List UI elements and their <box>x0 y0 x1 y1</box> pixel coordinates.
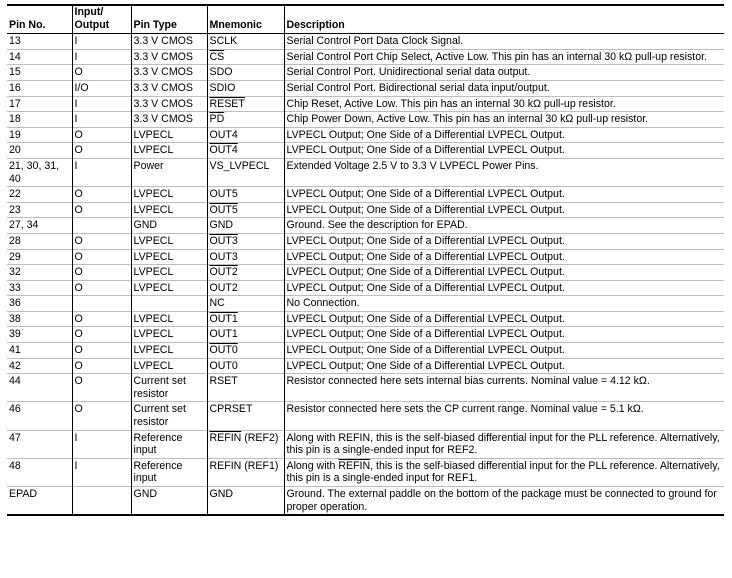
pin-number: 14 <box>7 49 72 65</box>
pin-description: LVPECL Output; One Side of a Differential LVPECL Output. <box>284 233 724 249</box>
pin-type: LVPECL <box>131 327 207 343</box>
table-row <box>7 296 724 312</box>
pin-mnemonic <box>207 96 284 112</box>
table-row <box>7 358 724 374</box>
table-row <box>7 265 724 281</box>
pin-mnemonic <box>207 430 284 458</box>
header-io-line2: Output <box>74 18 110 31</box>
pin-type: GND <box>131 218 207 234</box>
pin-mnemonic: RSET <box>207 374 284 402</box>
pin-direction <box>72 296 131 312</box>
table-row <box>7 249 724 265</box>
pin-type: Power <box>131 158 207 186</box>
pin-description: LVPECL Output; One Side of a Differential LVPECL Output. <box>284 265 724 281</box>
pin-number: 29 <box>7 249 72 265</box>
description-text: , this is the self-biased differential input for the PLL reference. Alternatively, this pin is a single-ended input for REF1. <box>286 459 720 485</box>
pin-description: LVPECL Output; One Side of a Differential LVPECL Output. <box>284 280 724 296</box>
pin-description: Serial Control Port Data Clock Signal. <box>284 34 724 50</box>
pin-mnemonic: OUT1 <box>207 327 284 343</box>
pin-mnemonic: OUT0 <box>207 358 284 374</box>
pin-description: LVPECL Output; One Side of a Differential LVPECL Output. <box>284 249 724 265</box>
table-row <box>7 327 724 343</box>
pin-direction <box>72 487 131 516</box>
pin-mnemonic: OUT2 <box>207 280 284 296</box>
pin-type: 3.3 V CMOS <box>131 65 207 81</box>
pin-type: LVPECL <box>131 187 207 203</box>
pin-number: 22 <box>7 187 72 203</box>
pin-number: 27, 34 <box>7 218 72 234</box>
pin-number: 20 <box>7 143 72 159</box>
mnemonic-overline-text: OUT3 <box>209 234 238 247</box>
pin-direction: I <box>72 49 131 65</box>
mnemonic-overline-text: OUT1 <box>209 312 238 325</box>
mnemonic-overline-text: RESET <box>209 97 245 110</box>
pin-number: 41 <box>7 343 72 359</box>
pin-description: LVPECL Output; One Side of a Differential LVPECL Output. <box>284 202 724 218</box>
pin-mnemonic <box>207 202 284 218</box>
header-pin-type: Pin Type <box>131 5 207 34</box>
table-row <box>7 96 724 112</box>
mnemonic-overline-text: OUT0 <box>209 344 238 357</box>
pin-description: Resistor connected here sets internal bias currents. Nominal value = 4.12 kΩ. <box>284 374 724 402</box>
pin-mnemonic: VS_LVPECL <box>207 158 284 186</box>
table-row <box>7 402 724 430</box>
pin-type: 3.3 V CMOS <box>131 80 207 96</box>
pin-number: 32 <box>7 265 72 281</box>
pin-type: Reference input <box>131 458 207 486</box>
pin-number: 44 <box>7 374 72 402</box>
pin-direction: I <box>72 458 131 486</box>
description-text: Along with <box>286 459 339 472</box>
pin-description: LVPECL Output; One Side of a Differential LVPECL Output. <box>284 143 724 159</box>
pin-direction: O <box>72 143 131 159</box>
pin-mnemonic <box>207 343 284 359</box>
header-io-line1: Input/ <box>74 6 104 18</box>
description-overline-text: REFIN <box>338 459 371 472</box>
pin-type: 3.3 V CMOS <box>131 96 207 112</box>
pin-type: 3.3 V CMOS <box>131 34 207 50</box>
table-row <box>7 218 724 234</box>
table-row <box>7 49 724 65</box>
pin-direction: I/O <box>72 80 131 96</box>
pin-direction: O <box>72 343 131 359</box>
pin-type: Current set resistor <box>131 374 207 402</box>
pin-mnemonic <box>207 311 284 327</box>
pin-description: LVPECL Output; One Side of a Differential LVPECL Output. <box>284 358 724 374</box>
pin-number: 16 <box>7 80 72 96</box>
pin-number: 46 <box>7 402 72 430</box>
table-row <box>7 143 724 159</box>
pin-description: LVPECL Output; One Side of a Differential LVPECL Output. <box>284 187 724 203</box>
pin-number: 28 <box>7 233 72 249</box>
pin-number: 21, 30, 31, 40 <box>7 158 72 186</box>
mnemonic-overline-text: OUT2 <box>209 266 238 279</box>
pin-type: 3.3 V CMOS <box>131 112 207 128</box>
pin-number: 38 <box>7 311 72 327</box>
pin-number: 42 <box>7 358 72 374</box>
pin-function-table <box>7 4 724 516</box>
table-row <box>7 430 724 458</box>
pin-direction: O <box>72 327 131 343</box>
pin-mnemonic: SDIO <box>207 80 284 96</box>
pin-type: LVPECL <box>131 358 207 374</box>
pin-mnemonic: SDO <box>207 65 284 81</box>
pin-direction <box>72 218 131 234</box>
pin-description: LVPECL Output; One Side of a Differential LVPECL Output. <box>284 311 724 327</box>
pin-mnemonic: GND <box>207 218 284 234</box>
pin-description: Chip Reset, Active Low. This pin has an internal 30 kΩ pull-up resistor. <box>284 96 724 112</box>
mnemonic-suffix-text: (REF2) <box>241 431 279 444</box>
pin-direction: I <box>72 158 131 186</box>
pin-number: 23 <box>7 202 72 218</box>
pin-direction: I <box>72 34 131 50</box>
pin-description <box>284 458 724 486</box>
pin-type: Current set resistor <box>131 402 207 430</box>
pin-direction: I <box>72 96 131 112</box>
pin-mnemonic <box>207 265 284 281</box>
pin-direction: O <box>72 187 131 203</box>
pin-type: LVPECL <box>131 249 207 265</box>
table-row <box>7 374 724 402</box>
header-description: Description <box>284 5 724 34</box>
pin-number: EPAD <box>7 487 72 516</box>
pin-description: LVPECL Output; One Side of a Differential LVPECL Output. <box>284 327 724 343</box>
pin-type: 3.3 V CMOS <box>131 49 207 65</box>
table-row <box>7 112 724 128</box>
pin-number: 18 <box>7 112 72 128</box>
table-row <box>7 343 724 359</box>
header-row <box>7 5 724 34</box>
pin-description: Resistor connected here sets the CP current range. Nominal value = 5.1 kΩ. <box>284 402 724 430</box>
pin-number: 48 <box>7 458 72 486</box>
pin-mnemonic <box>207 143 284 159</box>
pin-direction: O <box>72 249 131 265</box>
pin-direction: O <box>72 233 131 249</box>
pin-mnemonic <box>207 112 284 128</box>
pin-direction: O <box>72 358 131 374</box>
pin-description: Serial Control Port Chip Select, Active Low. This pin has an internal 30 kΩ pull-up resistor. <box>284 49 724 65</box>
table-row <box>7 34 724 50</box>
pin-mnemonic <box>207 233 284 249</box>
table-row <box>7 127 724 143</box>
pin-number: 36 <box>7 296 72 312</box>
pin-rows <box>7 34 724 516</box>
pin-type: Reference input <box>131 430 207 458</box>
pin-number: 47 <box>7 430 72 458</box>
mnemonic-overline-text: $\overline{PD}$ <box>209 113 225 126</box>
pin-type: LVPECL <box>131 202 207 218</box>
pin-mnemonic: NC <box>207 296 284 312</box>
table-row <box>7 158 724 186</box>
table-row <box>7 280 724 296</box>
pin-direction: O <box>72 374 131 402</box>
pin-number: 17 <box>7 96 72 112</box>
pin-number: 33 <box>7 280 72 296</box>
pin-description: Chip Power Down, Active Low. This pin has an internal 30 kΩ pull-up resistor. <box>284 112 724 128</box>
pin-type: LVPECL <box>131 311 207 327</box>
pin-description: Ground. The external paddle on the bottom of the package must be connected to ground for proper operation. <box>284 487 724 516</box>
header-pin-no: Pin No. <box>7 5 72 34</box>
pin-mnemonic <box>207 49 284 65</box>
pin-type: LVPECL <box>131 265 207 281</box>
pin-mnemonic: CPRSET <box>207 402 284 430</box>
mnemonic-overline-text: REFIN <box>209 431 242 444</box>
table-row <box>7 311 724 327</box>
pin-number: 15 <box>7 65 72 81</box>
pin-direction: O <box>72 402 131 430</box>
pin-type: LVPECL <box>131 233 207 249</box>
pin-type <box>131 296 207 312</box>
pin-direction: I <box>72 112 131 128</box>
pin-direction: O <box>72 280 131 296</box>
pin-description: No Connection. <box>284 296 724 312</box>
mnemonic-overline-text: OUT5 <box>209 203 238 216</box>
pin-mnemonic: GND <box>207 487 284 516</box>
header-mnemonic: Mnemonic <box>207 5 284 34</box>
pin-number: 19 <box>7 127 72 143</box>
pin-description: LVPECL Output; One Side of a Differential LVPECL Output. <box>284 343 724 359</box>
pin-mnemonic: OUT5 <box>207 187 284 203</box>
pin-description: Along with REFIN, this is the self-biased differential input for the PLL reference. Alternatively, this pin is a single-ended input for REF2. <box>284 430 724 458</box>
pin-type: LVPECL <box>131 143 207 159</box>
pin-number: 13 <box>9 35 21 48</box>
table-row <box>7 187 724 203</box>
mnemonic-overline-text: OUT4 <box>209 144 238 157</box>
table-row <box>7 233 724 249</box>
pin-mnemonic: REFIN (REF1) <box>207 458 284 486</box>
pin-mnemonic: OUT4 <box>207 127 284 143</box>
header-input-output <box>72 5 131 34</box>
table-row <box>7 487 724 516</box>
table-row <box>7 202 724 218</box>
pin-direction: O <box>72 65 131 81</box>
pin-description: Extended Voltage 2.5 V to 3.3 V LVPECL Power Pins. <box>284 158 724 186</box>
pin-description: Serial Control Port. Bidirectional serial data input/output. <box>284 80 724 96</box>
mnemonic-overline-text: $\overline{CS}$ <box>209 50 225 63</box>
pin-mnemonic: OUT3 <box>207 249 284 265</box>
table-row <box>7 65 724 81</box>
pin-type: GND <box>131 487 207 516</box>
pin-direction: O <box>72 127 131 143</box>
pin-direction: O <box>72 311 131 327</box>
pin-direction: I <box>72 430 131 458</box>
table-row <box>7 458 724 486</box>
pin-description: Ground. See the description for EPAD. <box>284 218 724 234</box>
pin-type: LVPECL <box>131 280 207 296</box>
pin-type: LVPECL <box>131 343 207 359</box>
pin-type: LVPECL <box>131 127 207 143</box>
pin-direction: O <box>72 202 131 218</box>
pin-description: Serial Control Port. Unidirectional serial data output. <box>284 65 724 81</box>
pin-direction: O <box>72 265 131 281</box>
pin-number: 39 <box>7 327 72 343</box>
table-row <box>7 80 724 96</box>
pin-mnemonic: SCLK <box>207 34 284 50</box>
pin-description: LVPECL Output; One Side of a Differential LVPECL Output. <box>284 127 724 143</box>
